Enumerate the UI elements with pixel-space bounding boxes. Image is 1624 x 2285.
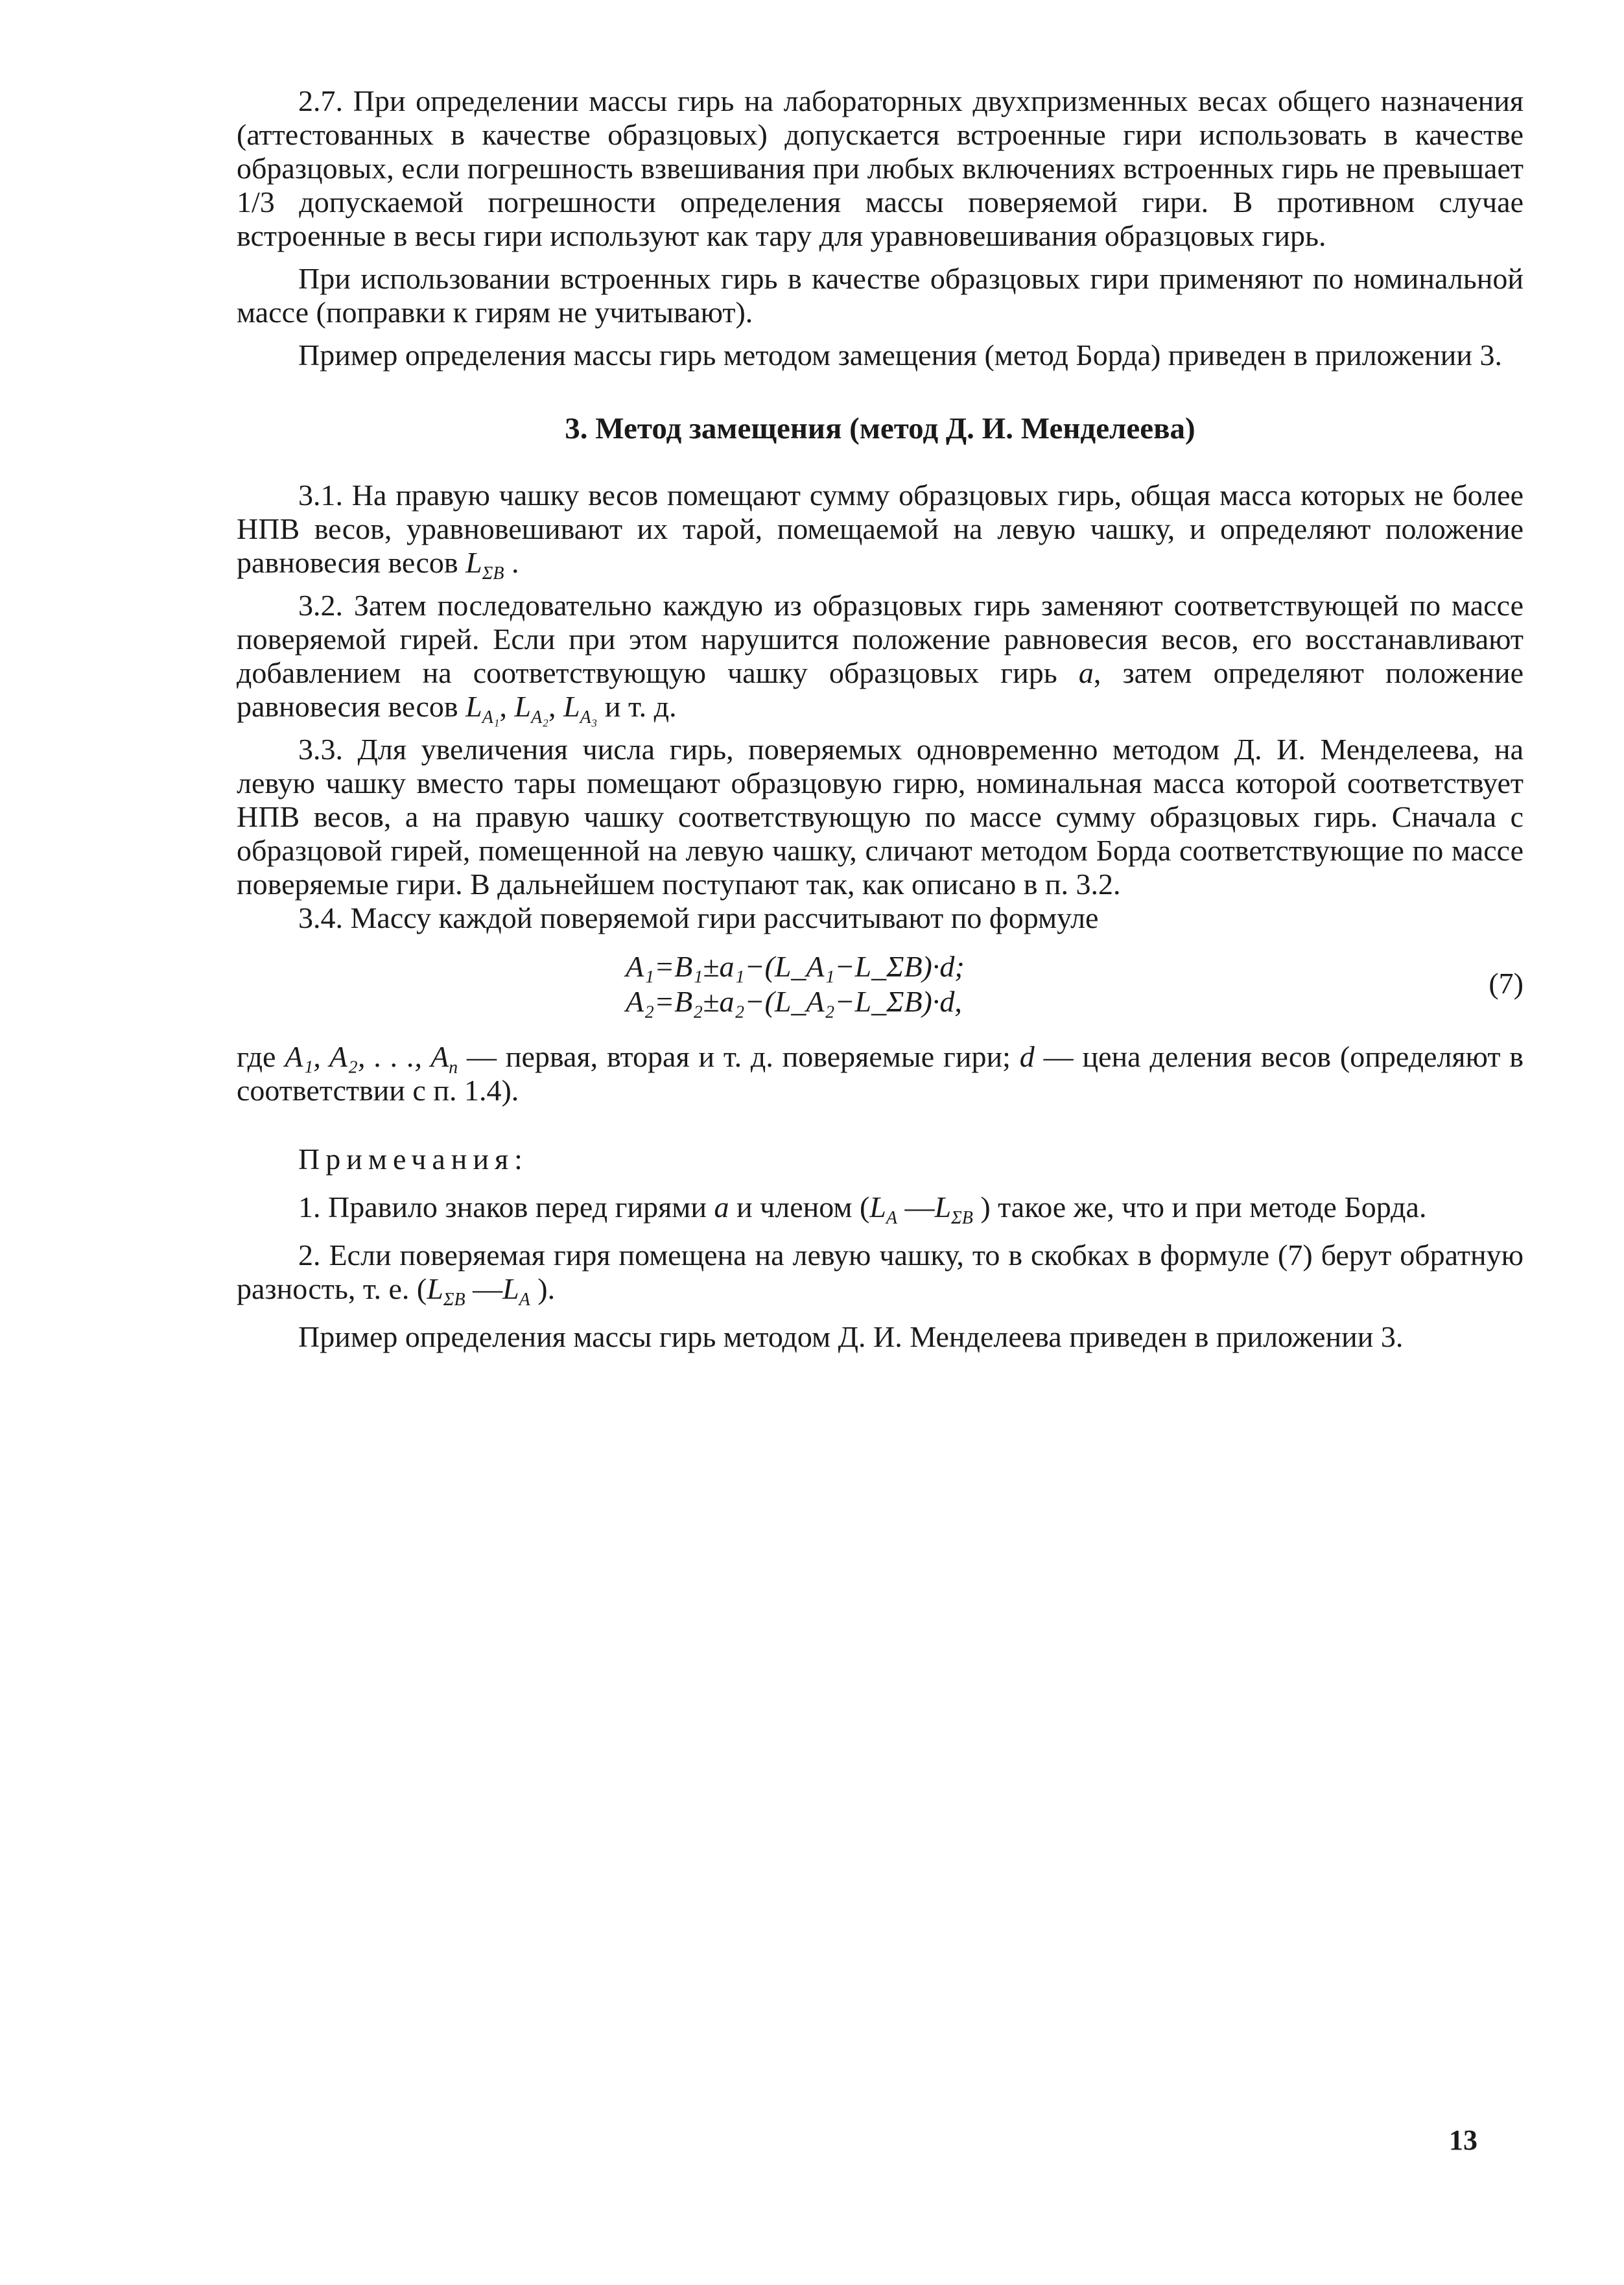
document-page <box>237 84 1524 1354</box>
paragraph-3-4: 3.4. Массу каждой поверяемой гири рассчитывают по формуле <box>298 901 1099 934</box>
symbol-l-a1: $L_{A_1}$ <box>465 690 500 728</box>
symbol-a: a <box>1078 656 1094 689</box>
notes-title: Примечания: <box>298 1142 528 1176</box>
symbol-list-a: A₁, A₂, . . ., $A_n$ <box>285 1040 458 1078</box>
symbol-l-sigma-b-note: $L_{\Sigma B}$ <box>934 1190 973 1228</box>
page-number: 13 <box>1449 2124 1477 2156</box>
paragraph-3-1: 3.1. На правую чашку весов помещают сумму образцовых гирь, общая масса которых не более НПВ весов, уравновешивают их тарой, помещаемой на левую чашку, и определяют положение равновесия весов $L_{\Sigma B}$ . <box>237 479 1524 584</box>
symbol-l-a3: $L_{A_3}$ <box>563 690 598 728</box>
formula-7 <box>237 949 1524 1021</box>
note-3-example: Пример определения массы гирь методом Д. И. Менделеева приведен в приложении 3. <box>298 1320 1404 1353</box>
paragraph-borda-example: Пример определения массы гирь методом замещения (метод Борда) приведен в приложении 3. <box>298 338 1502 372</box>
formula-line-2: A₂=B₂±a₂−(L_A₂−L_ΣB)·d, <box>626 985 962 1018</box>
paragraph-3-2: 3.2. Затем последовательно каждую из образцовых гирь заменяют соответствующей по массе поверяемой гирей. Если при этом нарушится положение равновесия весов, его восстанавливают добавлением на соответствующую чашку образцовых гирь a, затем определяют положение равновесия весов $L_{A_1}$, $L_{A_2}$, $L_{A_3}$ и т. д. <box>237 589 1524 728</box>
symbol-l-sigma-b: $L_{\Sigma B}$ <box>465 546 504 584</box>
paragraph-3-1-text: 3.1. На правую чашку весов помещают сумму образцовых гирь, общая масса которых не более НПВ весов, уравновешивают их тарой, помещаемой на левую чашку, и определяют положение равновесия весов <box>237 479 1524 579</box>
section-3-heading: 3. Метод замещения (метод Д. И. Менделеева) <box>565 412 1195 445</box>
symbol-l-a-note2: $L_A$ <box>502 1272 530 1310</box>
note-1: 1. Правило знаков перед гирями a и членом ($L_A$ $—L_{\Sigma B}$ ) такое же, что и при методе Борда. <box>298 1190 1427 1228</box>
note-2: 2. Если поверяемая гиря помещена на левую чашку, то в скобках в формуле (7) берут обратную разность, т. е. ($L_{\Sigma B}$ $—L_A$ ). <box>237 1238 1524 1310</box>
symbol-l-a2: $L_{A_2}$ <box>514 690 548 728</box>
paragraph-2-7: 2.7. При определении массы гирь на лабораторных двухпризменных весах общего назначения (аттестованных в качестве образцовых) допускается встроенные гири использовать в качестве образцовых, если погрешность взвешивания при любых включениях встроенных гирь не превышает 1/3 допускаемой погрешности определения массы поверяемой гири. В противном случае встроенные в весы гири используют как тару для уравновешивания образцовых гирь. <box>237 84 1524 252</box>
paragraph-3-2-text: 3.2. Затем последовательно каждую из образцовых гирь заменяют соответствующей по массе поверяемой гирей. Если при этом нарушится положение равновесия весов, его восстанавливают добавлением на соответствующую чашку образцовых гирь <box>237 589 1524 689</box>
symbol-l-a: $L_A$ <box>869 1190 897 1228</box>
symbol-d: d <box>1019 1040 1035 1073</box>
equation-number: (7) <box>1489 967 1524 1000</box>
symbol-l-sigma-b-note2: $L_{\Sigma B}$ <box>427 1272 465 1310</box>
formula-line-1: A₁=B₁±a₁−(L_A₁−L_ΣB)·d; <box>626 950 965 983</box>
paragraph-where: где A₁, A₂, . . ., $A_n$ — первая, вторая и т. д. поверяемые гири; d — цена деления весов (определяют в соответствии с п. 1.4). <box>237 1040 1524 1107</box>
paragraph-3-3: 3.3. Для увеличения числа гирь, поверяемых одновременно методом Д. И. Менделеева, на левую чашку вместо тары помещают образцовую гирю, номинальная масса которой соответствует НПВ весов, а на правую чашку соответствующую по массе сумму образцовых гирь. Сначала с образцовой гирей, помещенной на левую чашку, сличают методом Борда соответствующие по массе поверяемые гири. В дальнейшем поступают так, как описано в п. 3.2. <box>237 733 1524 901</box>
paragraph-builtin-weights: При использовании встроенных гирь в качестве образцовых гири применяют по номинальной массе (поправки к гирям не учитывают). <box>237 262 1524 329</box>
